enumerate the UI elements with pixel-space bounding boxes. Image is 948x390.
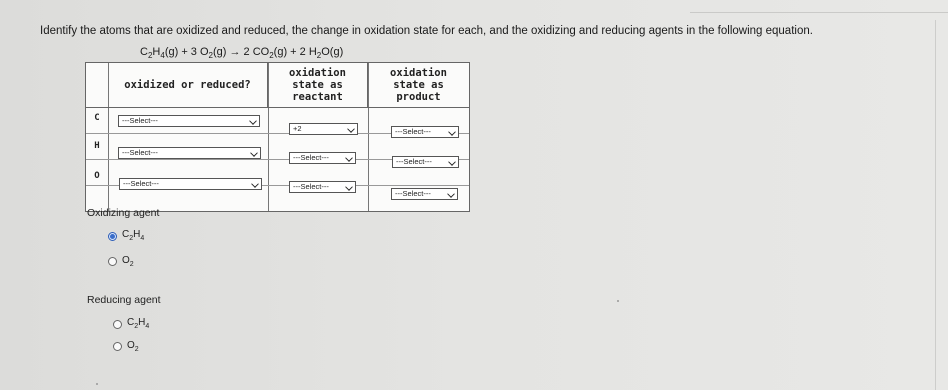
oxidizing-agent-radio-o2[interactable] xyxy=(108,257,117,266)
reducing-agent-label: Reducing agent xyxy=(87,294,161,306)
chevron-down-icon xyxy=(251,180,259,188)
product-state-select-c[interactable]: ---Select--- xyxy=(391,126,459,138)
oxidizing-agent-option-c2h4: $C_2H_4$ xyxy=(122,229,145,242)
chevron-down-icon xyxy=(447,190,455,198)
product-state-select-h[interactable]: ---Select--- xyxy=(392,156,459,168)
column-header-oxidized-or-reduced: oxidized or reduced? xyxy=(108,63,268,107)
product-state-select-o[interactable]: ---Select--- xyxy=(391,188,458,200)
grid-line xyxy=(86,107,469,108)
oxidizing-agent-radio-c2h4[interactable] xyxy=(108,232,117,241)
reducing-agent-radio-o2[interactable] xyxy=(113,342,122,351)
chemical-equation: $C_2H_4(g) + 3$ $O_2(g) \to 2$ $CO_2(g) + 2$ $H_2O(g)$ xyxy=(140,46,344,61)
reducing-agent-radio-c2h4[interactable] xyxy=(113,320,122,329)
stray-mark xyxy=(617,300,619,302)
chevron-down-icon xyxy=(249,117,257,125)
grid-line xyxy=(268,63,269,211)
chevron-down-icon xyxy=(345,183,353,191)
oxidized-or-reduced-select-c[interactable]: ---Select--- xyxy=(118,115,260,127)
oxidizing-agent-label: Oxidizing agent xyxy=(87,207,160,219)
oxidized-or-reduced-select-o[interactable]: ---Select--- xyxy=(119,178,262,190)
reactant-state-select-c[interactable]: +2 xyxy=(289,123,358,135)
reactant-state-select-o[interactable]: ---Select--- xyxy=(289,181,356,193)
reducing-agent-option-c2h4: $C_2H_4$ xyxy=(127,317,150,330)
chevron-down-icon xyxy=(448,158,456,166)
reactant-state-select-h[interactable]: ---Select--- xyxy=(289,152,356,164)
chevron-down-icon xyxy=(250,149,258,157)
divider-line xyxy=(690,12,948,13)
oxidation-state-table xyxy=(85,62,470,212)
row-label-o: O xyxy=(94,171,100,181)
oxidizing-agent-option-o2: $O_2$ xyxy=(122,255,134,268)
chevron-down-icon xyxy=(347,125,355,133)
chevron-down-icon xyxy=(448,128,456,136)
question-text: Identify the atoms that are oxidized and reduced, the change in oxidation state for each, and the oxidizing and reducing agents in the following equation. xyxy=(40,25,813,37)
row-label-h: H xyxy=(94,141,100,151)
grid-line xyxy=(368,63,369,211)
stray-mark xyxy=(96,383,98,385)
chevron-down-icon xyxy=(345,154,353,162)
column-header-product-state: oxidation state as product xyxy=(390,66,447,104)
row-label-c: C xyxy=(94,113,100,123)
column-header-reactant-state: oxidation state as reactant xyxy=(268,63,368,107)
oxidized-or-reduced-select-h[interactable]: ---Select--- xyxy=(118,147,261,159)
reducing-agent-option-o2: $O_2$ xyxy=(127,340,139,353)
divider-line xyxy=(935,20,936,390)
grid-line xyxy=(108,63,109,211)
